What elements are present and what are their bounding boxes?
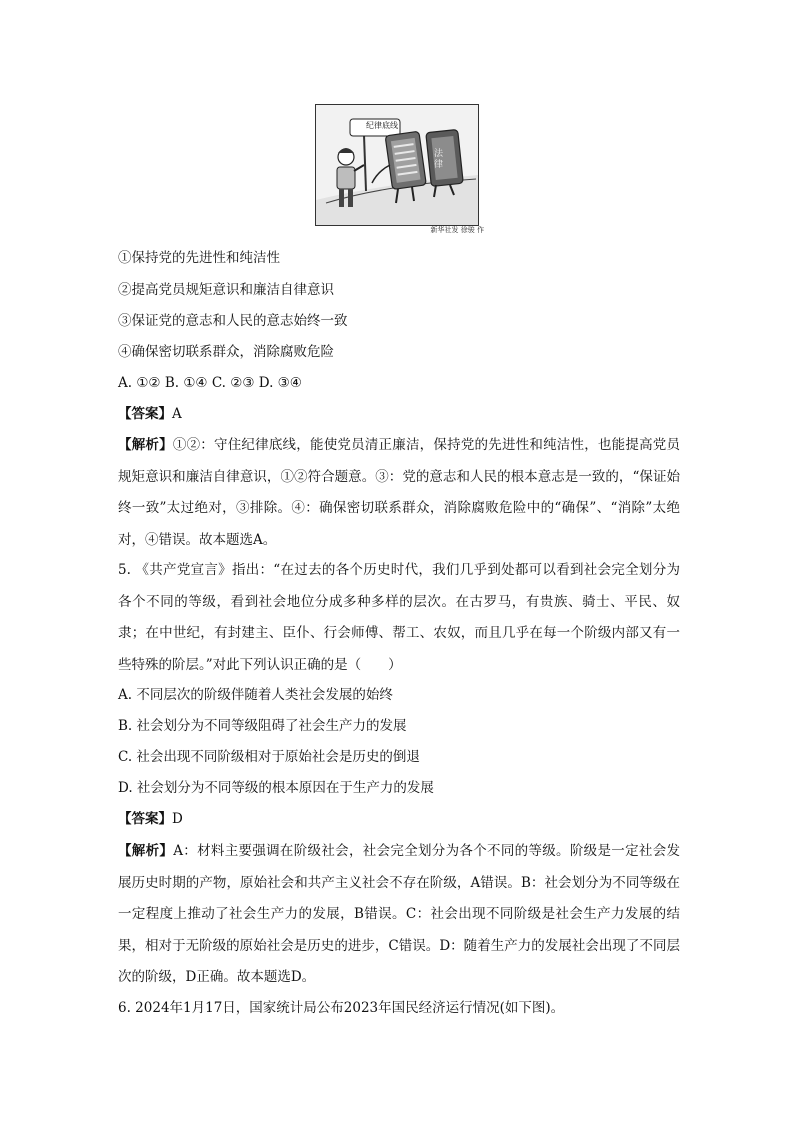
q6-stem: 6. 2024年1月17日，国家统计局公布2023年国民经济运行情况(如下图)。	[118, 1000, 565, 1016]
q4-option-2: ②提高党员规矩意识和廉洁自律意识	[118, 282, 334, 298]
q4-answer-value: A	[172, 406, 182, 422]
q5-answer-value: D	[172, 811, 183, 827]
q4-choices: A. ①② B. ①④ C. ②③ D. ③④	[118, 375, 302, 391]
q5-stem: 5. 《共产党宣言》指出：“在过去的各个历史时代，我们几乎到处都可以看到社会完全划分为各个不同的等级，看到社会地位分成多种多样的层次。在古罗马，有贵族、骑士、平民、奴隶；在中世纪，有封建主、臣仆、行会师傅、帮工、农奴，而且几乎在每一个阶级内部又有一些特殊的阶层。”对此下列认识正确的是（ ）	[118, 562, 680, 673]
q5-answer	[118, 809, 680, 829]
q5-option-c: C. 社会出现不同阶级相对于原始社会是历史的倒退	[118, 749, 420, 765]
figure-caption: 新华社发 徐骏 作	[430, 226, 484, 234]
q4-answer	[118, 404, 680, 424]
q4-option-1: ①保持党的先进性和纯洁性	[118, 250, 280, 266]
q5-analysis-label: 【解析】	[118, 843, 174, 859]
q5-analysis	[118, 836, 680, 994]
q4-analysis-text: ①②：守住纪律底线，能使党员清正廉洁，保持党的先进性和纯洁性，也能提高党员规矩意识和廉洁自律意识，①②符合题意。③：党的意志和人民的根本意志是一致的，“保证始终一致”太过绝对，③排除。④：确保密切联系群众，消除腐败危险中的“确保”、“消除”太绝对，④错误。故本题选A。	[118, 437, 681, 548]
q5-analysis-text: A：材料主要强调在阶级社会，社会完全划分为各个不同的等级。阶级是一定社会发展历史时期的产物，原始社会和共产主义社会不存在阶级，A错误。B：社会划分为不同等级在一定程度上推动了社会生产力的发展，B错误。C：社会出现不同阶级是社会生产力发展的结果，相对于无阶级的原始社会是历史的进步，C错误。D：随着生产力的发展社会出现了不同层次的阶级，D正确。故本题选D。	[118, 843, 681, 985]
sign-label: 纪律底线	[366, 121, 398, 130]
book-label: 法律	[434, 149, 444, 170]
q5-option-d: D. 社会划分为不同等级的根本原因在于生产力的发展	[118, 780, 434, 796]
cartoon-illustration	[315, 104, 479, 226]
q5-answer-label: 【答案】	[118, 811, 172, 827]
q4-answer-label: 【答案】	[118, 406, 172, 422]
q4-option-3: ③保证党的意志和人民的意志始终一致	[118, 313, 348, 329]
q4-analysis-label: 【解析】	[118, 437, 173, 453]
q5-option-a: A. 不同层次的阶级伴随着人类社会发展的始终	[118, 687, 393, 703]
q5-option-b: B. 社会划分为不同等级阻碍了社会生产力的发展	[118, 718, 407, 734]
q4-analysis	[118, 430, 680, 556]
q4-option-4: ④确保密切联系群众，消除腐败危险	[118, 344, 334, 360]
